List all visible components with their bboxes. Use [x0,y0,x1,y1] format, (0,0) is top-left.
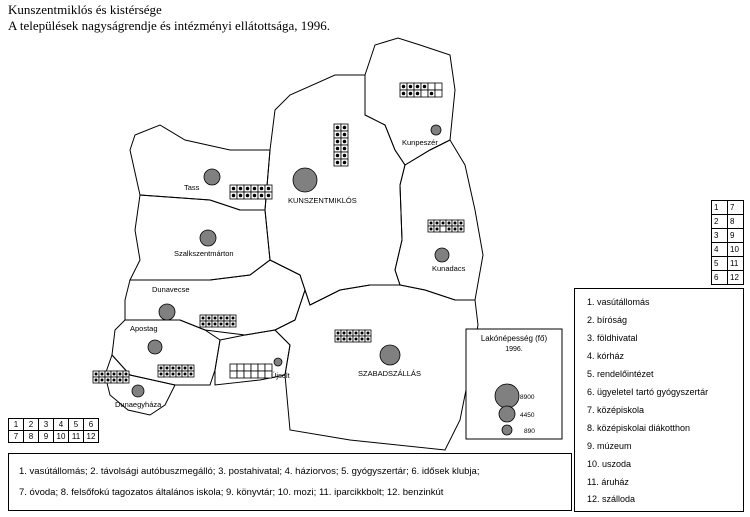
institution-dot [232,323,235,326]
pop-legend-value-8900: 8900 [520,394,535,401]
institution-dot [343,126,347,130]
institution-dot [361,332,364,335]
institution-cell [251,364,258,371]
grid-cell: 11 [69,431,84,443]
institution-dot [409,92,413,96]
institution-dot [336,133,340,137]
institution-dot [220,317,223,320]
institution-dot [232,187,236,191]
institution-dot [402,85,406,89]
service-legend-item: 10. uszoda [587,459,632,469]
institution-dot [166,373,169,376]
institution-dot [239,187,243,191]
institution-dot [343,147,347,151]
grid-cell: 8 [24,431,39,443]
service-legend-item: 4. kórház [587,351,625,361]
grid-cell: 2 [24,419,39,431]
institution-dot [246,194,250,198]
town-label-szabadszallas: SZABADSZÁLLÁS [358,369,421,378]
grid-cell: 3 [39,419,54,431]
grid-cell: 4 [712,243,728,257]
institution-dot [430,222,433,225]
institution-dot [101,379,104,382]
institution-dot [160,367,163,370]
grid-cell: 8 [728,215,744,229]
town-label-ujsolt: Újsolt [271,371,290,380]
institution-dot [343,338,346,341]
bottom-legend-line-2: 7. óvoda; 8. felsőfokú tagozatos általános iskola; 9. könyvtár; 10. mozi; 11. iparcikkbolt; 12. benzinkút [19,487,444,498]
institution-grids [93,83,464,383]
institution-dot [246,187,250,191]
bottom-legend-line-1: 1. vasútállomás; 2. távolsági autóbuszmegálló; 3. postahivatal; 4. háziorvos; 5. gyógyszertár; 6. idősek klubja; [19,466,480,477]
service-legend-item: 11. áruház [587,477,629,487]
institution-dot [423,85,427,89]
institution-dot [430,228,433,231]
institution-cell [258,364,265,371]
institution-dot [101,373,104,376]
institution-dot [239,194,243,198]
institution-dot [343,133,347,137]
grid-cell: 9 [728,229,744,243]
institution-dot [214,323,217,326]
institution-cell [435,83,442,90]
institution-cell [251,371,258,378]
institution-dot [202,317,205,320]
pop-legend-title: Lakónépesség (fő) [480,334,548,343]
institution-dot [119,373,122,376]
institution-dot [107,373,110,376]
pop-circle-kunszentmiklos [293,168,317,192]
pop-circle-szabadszallas [380,345,400,365]
institution-grid-kunpeszer [400,83,442,97]
institution-dot [184,367,187,370]
institution-dot [430,92,434,96]
institution-dot [172,373,175,376]
institution-dot [178,367,181,370]
pop-circle-szalkszentmarton [200,230,216,246]
pop-legend-value-890: 890 [524,428,535,435]
grid-cell: 10 [54,431,69,443]
institution-dot [460,228,463,231]
grid-cell: 10 [728,243,744,257]
institution-dot [125,373,128,376]
service-legend-item: 12. szálloda [587,494,636,504]
institution-grid-tass [230,185,272,199]
institution-dot [349,332,352,335]
grid-cell: 3 [712,229,728,243]
grid-cell: 7 [728,201,744,215]
institution-dot [208,317,211,320]
institution-grid-ujsolt [230,364,272,378]
institution-dot [260,194,264,198]
service-legend-item: 3. földhivatal [587,333,638,343]
institution-dot [336,154,340,158]
institution-dot [343,161,347,165]
institution-dot [125,379,128,382]
town-label-kunadacs: Kunadacs [432,264,466,273]
institution-dot [355,338,358,341]
pop-legend-year: 1996. [505,346,523,353]
pop-circle-tass [204,169,220,185]
institution-grid-szabadszallas [335,330,371,342]
institution-dot [361,338,364,341]
service-legend-item: 5. rendelőintézet [587,369,654,379]
institution-dot [267,187,271,191]
grid-cell: 9 [39,431,54,443]
institution-cell [230,371,237,378]
grid-cell: 12 [84,431,99,443]
institution-dot [343,154,347,158]
institution-cell [265,364,272,371]
institution-cell [435,90,442,97]
institution-dot [336,147,340,151]
institution-grid-dunaegyhaza [93,371,129,383]
institution-cell [428,83,435,90]
institution-grid-apostag [158,365,194,377]
institution-dot [336,140,340,144]
institution-dot [119,379,122,382]
institution-dot [107,379,110,382]
service-legend-item: 9. múzeum [587,441,632,451]
service-legend-item: 6. ügyeleteI tartó gyógyszertár [587,387,709,397]
map-subtitle: A települések nagyságrendje és intézményi ellátottsága, 1996. [8,18,331,33]
grid-cell: 7 [9,431,24,443]
institution-dot [337,338,340,341]
institution-dot [454,222,457,225]
institution-dot [442,222,445,225]
pop-circle-dunaegyhaza [132,385,144,397]
institution-dot [166,367,169,370]
institution-dot [402,92,406,96]
small-index-grid [8,418,99,443]
town-label-dunavecse: Dunavecse [152,285,190,294]
pop-legend-value-4450: 4450 [520,412,535,419]
grid-cell: 2 [712,215,728,229]
map-title: Kunszentmiklós és kistérsége [8,2,162,17]
institution-dot [226,323,229,326]
population-legend [466,329,562,439]
institution-dot [214,317,217,320]
institution-dot [232,194,236,198]
institution-grid-kunszentmiklos [334,124,348,166]
pop-circle-kunpeszer [431,125,441,135]
institution-dot [172,367,175,370]
grid-cell: 6 [84,419,99,431]
pop-circle-ujsolt [274,358,282,366]
institution-dot [343,332,346,335]
institution-dot [160,373,163,376]
institution-cell [244,364,251,371]
institution-dot [113,379,116,382]
grid-cell: 1 [9,419,24,431]
institution-dot [95,373,98,376]
institution-dot [460,222,463,225]
grid-cell: 6 [712,271,728,285]
institution-dot [253,187,257,191]
institution-cell [421,90,428,97]
institution-dot [336,126,340,130]
municipality-boundaries [105,38,483,450]
institution-cell [440,226,446,232]
grid-cell: 5 [712,257,728,271]
institution-cell [237,364,244,371]
institution-cell [244,371,251,378]
town-label-dunaegyhaza: Dunaegyháza [115,400,162,409]
town-label-kunpeszer: Kunpeszér [402,138,438,147]
service-legend-item: 2. bíróság [587,315,628,325]
institution-grid-kunadacs [428,220,464,232]
institution-dot [436,228,439,231]
institution-dot [343,140,347,144]
institution-dot [190,373,193,376]
institution-grid-dunavecse [200,315,236,327]
institution-dot [367,338,370,341]
institution-dot [409,85,413,89]
service-legend [574,288,744,512]
institution-dot [336,161,340,165]
institution-dot [416,85,420,89]
grid-cell: 5 [69,419,84,431]
institution-dot [113,373,116,376]
institution-dot [448,228,451,231]
institution-dot [232,317,235,320]
boundary-szabadszallas [275,285,478,450]
institution-cell [237,371,244,378]
population-circles [132,125,449,397]
institution-dot [202,323,205,326]
institution-dot [448,222,451,225]
institution-dot [436,222,439,225]
service-legend-item: 1. vasútállomás [587,297,650,307]
institution-dot [355,332,358,335]
institution-dot [349,338,352,341]
side-index-grid [711,200,744,285]
grid-cell: 12 [728,271,744,285]
service-legend-item: 7. középiskola [587,405,645,415]
town-label-tass: Tass [184,183,200,192]
town-label-apostag: Apostag [130,324,158,333]
boundary-kunszentmiklos [265,75,405,305]
institution-dot [337,332,340,335]
institution-cell [230,364,237,371]
pop-circle-kunadacs [435,248,449,262]
institution-dot [416,92,420,96]
pop-circle-dunavecse [159,304,175,320]
institution-dot [267,194,271,198]
institution-dot [367,332,370,335]
service-legend-item: 8. középiskolai diákotthon [587,423,691,433]
pop-circle-apostag [148,340,162,354]
institution-cell [258,371,265,378]
grid-cell: 4 [54,419,69,431]
bottom-legend [8,453,572,511]
institution-dot [95,379,98,382]
institution-dot [226,317,229,320]
institution-dot [454,228,457,231]
grid-cell: 11 [728,257,744,271]
institution-dot [220,323,223,326]
institution-dot [260,187,264,191]
institution-dot [253,194,257,198]
town-label-szalkszentmarton: Szalkszentmárton [174,249,234,258]
town-label-kunszentmiklos: KUNSZENTMIKLÓS [288,196,357,205]
grid-cell: 1 [712,201,728,215]
institution-dot [178,373,181,376]
institution-dot [208,323,211,326]
institution-dot [190,367,193,370]
institution-dot [184,373,187,376]
